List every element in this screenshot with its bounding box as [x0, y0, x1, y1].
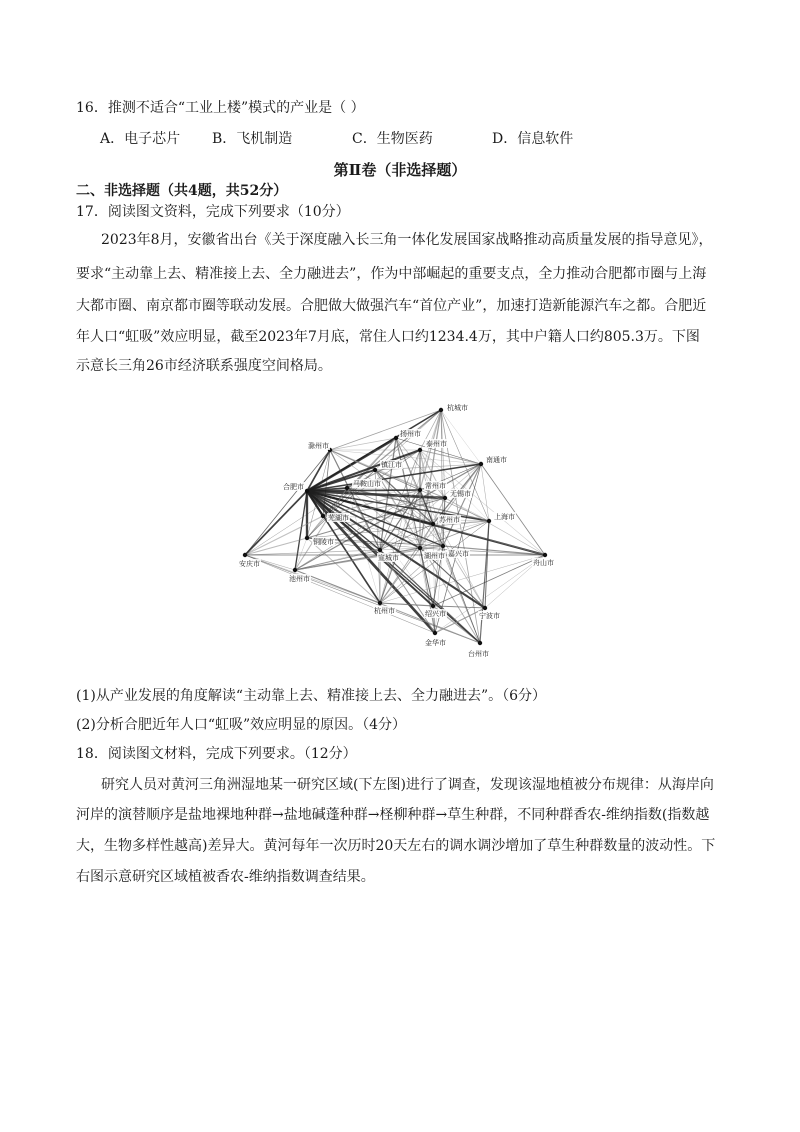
q18-paragraph-line: 大，生物多样性越高)差异大。黄河每年一次历时20天左右的调水调沙增加了草生种群数量的波动性。下 [76, 838, 716, 854]
city-node [431, 522, 435, 526]
city-node [441, 544, 445, 548]
q16-option-c: C．生物医药 [352, 131, 433, 147]
city-node [487, 519, 491, 523]
city-label: 镇江市 [381, 461, 402, 469]
city-label: 杭城市 [447, 404, 468, 412]
city-node [378, 548, 382, 552]
city-node [483, 606, 487, 610]
city-label: 南通市 [486, 456, 507, 464]
city-label: 宣城市 [378, 554, 399, 562]
city-label: 安庆市 [239, 560, 260, 568]
city-node [439, 408, 443, 412]
city-node [321, 514, 325, 518]
city-label: 台州市 [468, 650, 489, 658]
city-node [543, 553, 547, 557]
city-label: 杭州市 [374, 607, 395, 615]
city-node [479, 462, 483, 466]
q18-paragraph-line: 河岸的演替顺序是盐地裸地种群→盐地碱蓬种群→柽柳种群→草生种群，不同种群香农-维纳指数(指数越 [76, 807, 710, 823]
q16-option-a: A．电子芯片 [100, 131, 181, 147]
city-label: 嘉兴市 [448, 550, 469, 558]
city-node [305, 489, 309, 493]
city-node [433, 631, 437, 635]
linkage-line [245, 555, 480, 643]
city-label: 铜陵市 [313, 538, 334, 546]
city-label: 无锡市 [450, 490, 471, 498]
q18-paragraph-line: 右图示意研究区域植被香农-维纳指数调查结果。 [76, 869, 375, 885]
city-node [345, 486, 349, 490]
q16-option-b: B．飞机制造 [212, 131, 293, 147]
city-node [443, 496, 447, 500]
part2-title: 第Ⅱ卷（非选择题） [333, 161, 467, 179]
q16-stem: 16．推测不适合“工业上楼”模式的产业是（ ） [76, 100, 365, 116]
city-label: 合肥市 [283, 483, 304, 491]
linkage-line [445, 498, 545, 555]
city-node [418, 488, 422, 492]
q18-paragraph-line: 研究人员对黄河三角洲湿地某一研究区域(下左图)进行了调查，发现该湿地植被分布规律：从海岸向 [101, 777, 714, 793]
city-label: 扬州市 [400, 430, 421, 438]
city-node [431, 604, 435, 608]
city-label: 湖州市 [424, 552, 445, 560]
city-label: 泰州市 [426, 440, 447, 448]
city-node [478, 641, 482, 645]
city-node [305, 536, 309, 540]
city-label: 苏州市 [439, 516, 460, 524]
city-label: 宁波市 [479, 612, 500, 620]
city-label: 马鞍山市 [353, 480, 381, 488]
q17-stem: 17．阅读图文资料，完成下列要求（10分） [76, 204, 350, 220]
linkage-line [433, 555, 545, 606]
city-label: 芜湖市 [328, 514, 349, 522]
city-node [293, 568, 297, 572]
q17-paragraph-line: 示意长三角26市经济联系强度空间格局。 [76, 358, 332, 374]
economic-linkage-network-figure [235, 378, 565, 663]
q17-paragraph-line: 2023年8月，安徽省出台《关于深度融入长三角一体化发展国家战略推动高质量发展的指导意见》， [101, 232, 713, 248]
linkage-line [245, 550, 380, 555]
city-node [418, 448, 422, 452]
linkage-line [481, 464, 489, 521]
q17-subquestion-2: (2)分析合肥近年人口“虹吸”效应明显的原因。（4分） [76, 717, 407, 733]
city-label: 绍兴市 [425, 610, 446, 618]
city-node [373, 468, 377, 472]
city-label: 滁州市 [308, 442, 329, 450]
city-label: 上海市 [494, 513, 515, 521]
linkage-line [295, 491, 307, 570]
linkage-line [435, 555, 545, 633]
city-node [394, 436, 398, 440]
q17-paragraph-line: 大都市圈、南京都市圈等联动发展。合肥做大做强汽车“首位产业”，加速打造新能源汽车之都。合肥近 [76, 298, 707, 314]
city-label: 金华市 [425, 639, 446, 647]
q17-subquestion-1: (1)从产业发展的角度解读“主动靠上去、精准接上去、全力融进去”。（6分） [76, 688, 547, 704]
q16-option-d: D．信息软件 [492, 131, 574, 147]
q17-paragraph-line: 要求“主动靠上去、精准接上去、全力融进去”，作为中部崛起的重要支点，全力推动合肥都市圈与上海 [76, 266, 707, 282]
city-label: 常州市 [425, 482, 446, 490]
city-node [418, 546, 422, 550]
linkage-line [245, 516, 323, 555]
city-node [378, 601, 382, 605]
linkage-line [245, 491, 307, 555]
section2-heading: 二、非选择题（共4题，共52分） [76, 183, 288, 199]
q17-paragraph-line: 年人口“虹吸”效应明显，截至2023年7月底，常住人口约1234.4万，其中户籍人口约805.3万。下图 [76, 329, 700, 345]
city-node [243, 553, 247, 557]
city-label: 池州市 [289, 575, 310, 583]
q18-stem: 18．阅读图文材料，完成下列要求。（12分） [76, 746, 357, 762]
city-label: 舟山市 [533, 559, 554, 567]
